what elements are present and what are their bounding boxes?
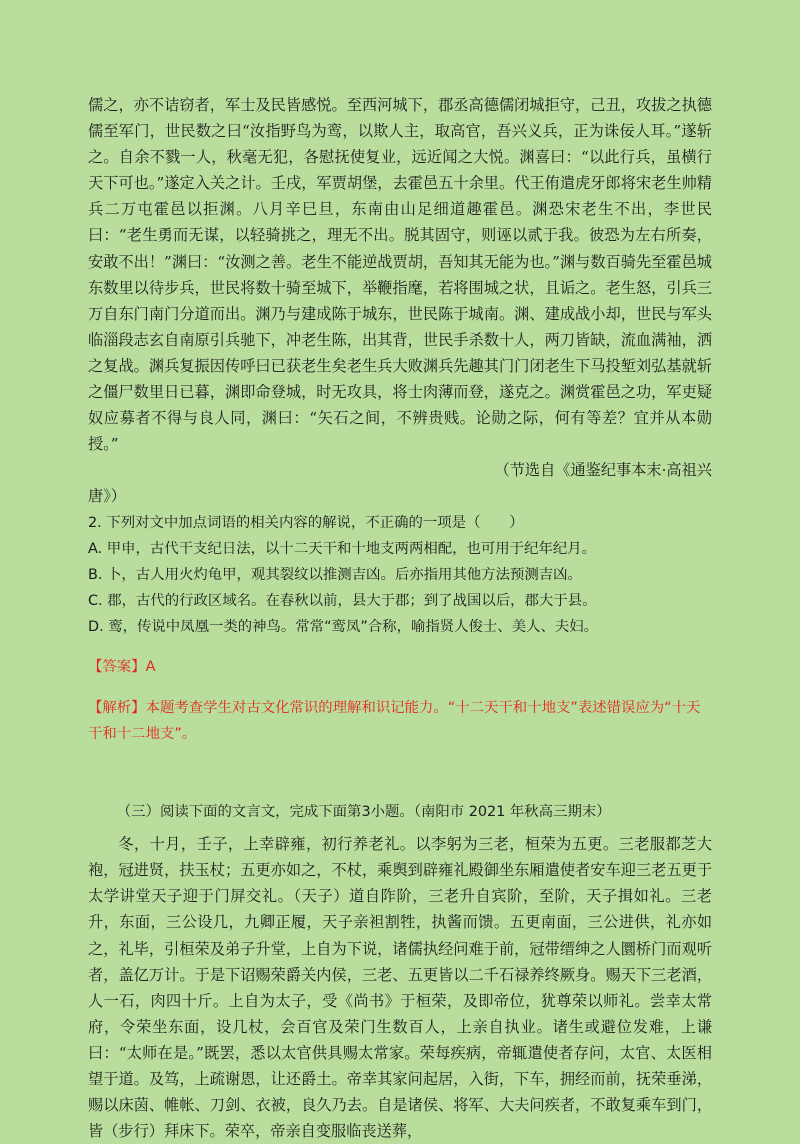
option-a: A. 甲申，古代干支纪日法，以十二天干和十地支两两相配，也可用于纪年纪月。	[88, 540, 597, 557]
analysis-line	[88, 695, 712, 747]
analysis-text: 本题考查学生对古文化常识的理解和识记能力。“十二天干和十地支”表述错误应为“十天干和十二地支”。	[88, 699, 701, 742]
analysis-tag: 【解析】	[88, 699, 146, 716]
passage-2-source-cont: 唐》）	[88, 487, 126, 506]
option-b: B. 卜，古人用火灼龟甲，观其裂纹以推测吉凶。后亦指用其他方法预测吉凶。	[88, 566, 582, 583]
passage-2-text: 儒之，亦不诘窃者，军士及民皆感悦。至西河城下，郡丞高德儒闭城拒守，己丑，攻拔之执德儒至军门，世民数之曰“汝指野鸟为鸾，以欺人主，取高官，吾兴义兵，正为诛佞人耳。”遂斩之。自余不戮一人，秋毫无犯，各慰抚使复业，远近闻之大悦。渊喜曰：“以此行兵，虽横行天下可也。”遂定入关之计。壬戌，军贾胡堡，去霍邑五十余里。代王侑遣虎牙郎将宋老生帅精兵二万屯霍邑以拒渊。八月辛巳旦，东南由山足细道趣霍邑。渊恐宋老生不出，李世民曰：“老生勇而无谋，以轻骑挑之，理无不出。脱其固守，则诬以贰于我。彼恐为左右所奏，安敢不出！”渊曰：“汝测之善。老生不能逆战贾胡，吾知其无能为也。”渊与数百骑先至霍邑城东数里以待步兵，世民将数十骑至城下，举鞭指麾，若将围城之状，且诟之。老生怒，引兵三万自东门南门分道而出。渊乃与建成陈于城东，世民陈于城南。渊、建成战小却，世民与军头临淄段志玄自南原引兵驰下，冲老生陈，出其背，世民手杀数十人，两刀皆缺，流血满袖，洒之复战。渊兵复振因传呼曰已获老生矣老生兵大败渊兵先趣其门门闭老生下马投堑刘弘基就斩之僵尸数里日已暮，渊即命登城，时无攻具，将士肉薄而登，遂克之。渊赏霍邑之功，军吏疑奴应募者不得与良人同，渊曰：“矢石之间，不辨贵贱。论勋之际，何有等差？宜并从本勋授。”	[88, 96, 712, 454]
document-page	[88, 92, 712, 1144]
question-2-stem: 2. 下列对文中加点词语的相关内容的解说，不正确的一项是（ ）	[88, 514, 524, 531]
answer-tag: 【答案】	[88, 659, 146, 676]
answer-line	[88, 654, 712, 680]
option-d: D. 鸾，传说中凤凰一类的神鸟。常常“鸾凤”合称，喻指贤人俊士、美人、夫妇。	[88, 618, 599, 635]
option-c: C. 郡，古代的行政区域名。在春秋以前，县大于郡；到了战国以后，郡大于县。	[88, 592, 597, 609]
section-3-title: （三）阅读下面的文言文，完成下面第3小题。（南阳市 2021 年秋高三期末）	[116, 804, 611, 821]
section-3-text: 冬，十月，壬子，上幸辟雍，初行养老礼。以李躬为三老，桓荣为五更。三老服都芝大袍，冠进贤，扶玉杖；五更亦如之，不杖，乘舆到辟雍礼殿御坐东厢遣使者安车迎三老五更于太学讲堂天子迎于门屏交礼。（天子）道自阼阶，三老升自宾阶，至阶，天子揖如礼。三老升，东面，三公设几，九卿正履，天子亲袒割牲，执酱而馈。五更南面，三公进供，礼亦如之，礼毕，引桓荣及弟子升堂，上自为下说，诸儒执经问难于前，冠带缙绅之人圜桥门而观听者，盖亿万计。于是下诏赐荣爵关内侯，三老、五更皆以二千石禄养终厥身。赐天下三老酒，人一石，肉四十斤。上自为太子，受《尚书》于桓荣，及即帝位，犹尊荣以师礼。尝幸太常府，令荣坐东面，设几杖，会百官及荣门生数百人，上亲自执业。诸生或避位发难，上谦曰：“太师在是。”既罢，悉以太官供具赐太常家。荣每疾病，帝辄遣使者存问，太官、太医相望于道。及笃，上疏谢恩，让还爵土。帝幸其家问起居，入街，下车，拥经而前，抚荣垂涕，赐以床茵、帷帐、刀剑、衣被，良久乃去。自是诸侯、将军、大夫问疾者，不敢复乘车到门，皆（步行）拜床下。荣卒，帝亲自变服临丧送葬，	[88, 835, 712, 1141]
answer-value: A	[145, 659, 156, 676]
passage-2-source: （节选自《通鉴纪事本末·高祖兴	[494, 461, 712, 480]
